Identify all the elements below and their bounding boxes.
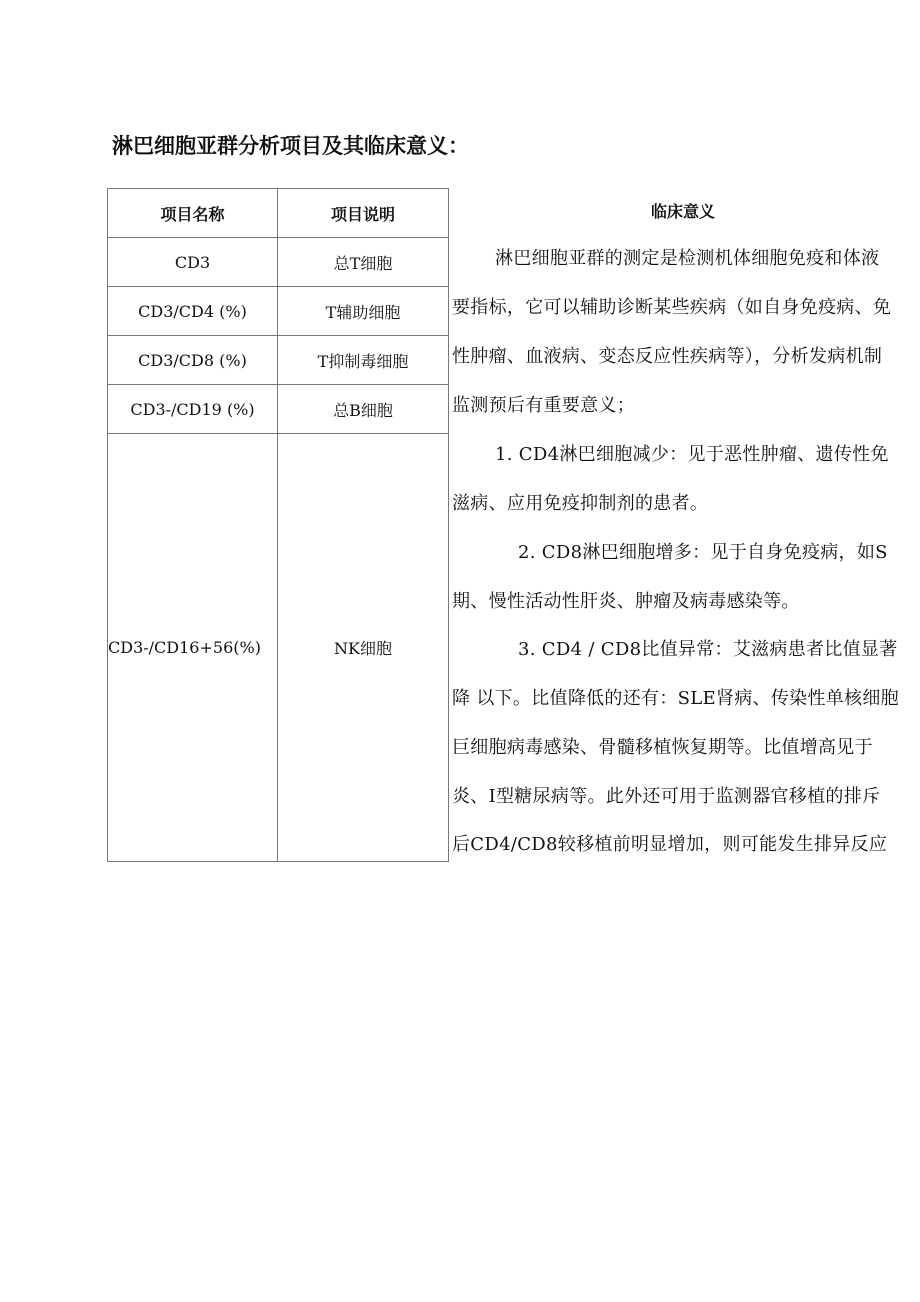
paragraph-line: 1. CD4淋巴细胞减少：见于恶性肿瘤、遗传性免 xyxy=(495,444,889,465)
paragraph-line: 期、慢性活动性肝炎、肿瘤及病毒感染等。 xyxy=(452,591,800,612)
item-description-cell: T抑制毒细胞 xyxy=(278,336,449,385)
lymphocyte-items-table xyxy=(107,188,449,862)
table-header-row xyxy=(108,189,449,238)
item-description-cell: 总B细胞 xyxy=(278,385,449,434)
table-row xyxy=(108,434,449,862)
column-header-item-name: 项目名称 xyxy=(108,189,278,238)
paragraph-line: 炎、I型糖尿病等。此外还可用于监测器官移植的排斥 xyxy=(452,786,881,807)
item-description-cell: T辅助细胞 xyxy=(278,287,449,336)
item-description-cell: NK细胞 xyxy=(278,434,449,862)
item-name-cell: CD3-/CD19 (%) xyxy=(108,385,278,434)
table-row xyxy=(108,238,449,287)
clinical-significance-heading: 临床意义 xyxy=(650,202,715,221)
paragraph-line: 巨细胞病毒感染、骨髓移植恢复期等。比值增高见于 xyxy=(452,737,873,758)
table-row xyxy=(108,385,449,434)
item-name-cell: CD3/CD4 (%) xyxy=(108,287,278,336)
item-name-cell: CD3 xyxy=(108,238,278,287)
table-row xyxy=(108,336,449,385)
page-title: 淋巴细胞亚群分析项目及其临床意义： xyxy=(112,134,469,158)
paragraph-line: 降 以下。比值降低的还有：SLE肾病、传染性单核细胞 xyxy=(452,688,899,709)
paragraph-line: 淋巴细胞亚群的测定是检测机体细胞免疫和体液 xyxy=(495,248,880,269)
paragraph-line: 3. CD4 / CD8比值异常：艾滋病患者比值显著 xyxy=(518,639,898,660)
item-name-cell: CD3/CD8 (%) xyxy=(108,336,278,385)
paragraph-line: 滋病、应用免疫抑制剂的患者。 xyxy=(452,493,709,514)
paragraph-line: 后CD4/CD8较移植前明显增加，则可能发生排异反应 xyxy=(452,834,888,855)
paragraph-line: 监测预后有重要意义； xyxy=(452,395,635,416)
table-row xyxy=(108,287,449,336)
paragraph-line: 2. CD8淋巴细胞增多：见于自身免疫病，如S xyxy=(518,542,888,563)
item-description-cell: 总T细胞 xyxy=(278,238,449,287)
item-name-cell: CD3-/CD16+56(%) xyxy=(108,434,278,862)
paragraph-line: 要指标，它可以辅助诊断某些疾病（如自身免疫病、免 xyxy=(452,297,892,318)
column-header-item-description: 项目说明 xyxy=(278,189,449,238)
paragraph-line: 性肿瘤、血液病、变态反应性疾病等），分析发病机制 xyxy=(452,346,883,367)
